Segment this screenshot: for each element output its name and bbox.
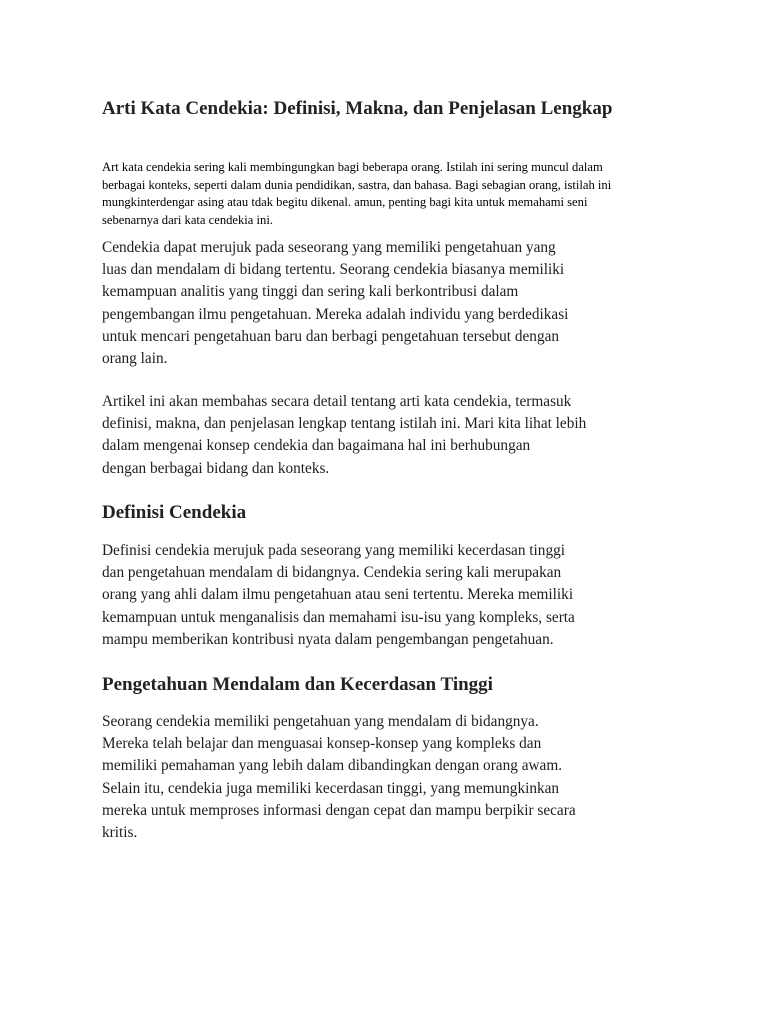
paragraph-definisi [102, 540, 672, 651]
paragraph-line: Artikel ini akan membahas secara detail tentang arti kata cendekia, termasuk [102, 393, 572, 410]
paragraph-line: Seorang cendekia memiliki pengetahuan yang mendalam di bidangnya. [102, 713, 539, 730]
intro-line: Art kata cendekia sering kali membingungkan bagi beberapa orang. Istilah ini sering muncul dalam [102, 160, 603, 174]
paragraph-line: Definisi cendekia merujuk pada seseorang yang memiliki kecerdasan tinggi [102, 542, 565, 559]
paragraph-line: kritis. [102, 824, 138, 842]
paragraph-line: dan pengetahuan mendalam di bidangnya. Cendekia sering kali merupakan [102, 564, 562, 582]
paragraph-cendekia-meaning [102, 237, 672, 370]
section-heading-pengetahuan: Pengetahuan Mendalam dan Kecerdasan Tinggi [102, 674, 493, 695]
paragraph-line: mereka untuk memproses informasi dengan cepat dan mampu berpikir secara [102, 801, 576, 819]
paragraph-line: Selain itu, cendekia juga memiliki kecerdasan tinggi, yang memungkinkan [102, 779, 560, 797]
document-title: Arti Kata Cendekia: Definisi, Makna, dan Penjelasan Lengkap [102, 98, 613, 119]
paragraph-article-overview [102, 391, 672, 480]
paragraph-line: dengan berbagai bidang dan konteks. [102, 459, 330, 477]
paragraph-line: untuk mencari pengetahuan baru dan berbagi pengetahuan tersebut dengan [102, 327, 560, 345]
paragraph-line: Cendekia dapat merujuk pada seseorang yang memiliki pengetahuan yang [102, 239, 556, 256]
paragraph-pengetahuan [102, 711, 672, 844]
paragraph-line: orang lain. [102, 350, 168, 368]
paragraph-line: definisi, makna, dan penjelasan lengkap tentang istilah ini. Mari kita lihat lebih [102, 415, 587, 433]
intro-line: sebenarnya dari kata cendekia ini. [102, 212, 273, 227]
paragraph-line: orang yang ahli dalam ilmu pengetahuan atau seni tertentu. Mereka memiliki [102, 586, 574, 604]
paragraph-line: memiliki pemahaman yang lebih dalam dibandingkan dengan orang awam. [102, 757, 563, 775]
section-heading-definisi: Definisi Cendekia [102, 502, 247, 523]
paragraph-line: pengembangan ilmu pengetahuan. Mereka adalah individu yang berdedikasi [102, 305, 569, 323]
intro-line: berbagai konteks, seperti dalam dunia pendidikan, sastra, dan bahasa. Bagi sebagian orang, istilah ini [102, 177, 612, 192]
paragraph-line: luas dan mendalam di bidang tertentu. Seorang cendekia biasanya memiliki [102, 261, 565, 279]
intro-paragraph [102, 159, 682, 229]
paragraph-line: dalam mengenai konsep cendekia dan bagaimana hal ini berhubungan [102, 437, 531, 455]
paragraph-line: Mereka telah belajar dan menguasai konsep-konsep yang kompleks dan [102, 735, 542, 753]
paragraph-line: kemampuan untuk menganalisis dan memahami isu-isu yang kompleks, serta [102, 608, 575, 626]
paragraph-line: mampu memberikan kontribusi nyata dalam pengembangan pengetahuan. [102, 630, 554, 648]
paragraph-line: kemampuan analitis yang tinggi dan sering kali berkontribusi dalam [102, 283, 519, 301]
intro-line: mungkinterdengar asing atau tdak begitu dikenal. amun, penting bagi kita untuk memahami seni [102, 195, 588, 209]
